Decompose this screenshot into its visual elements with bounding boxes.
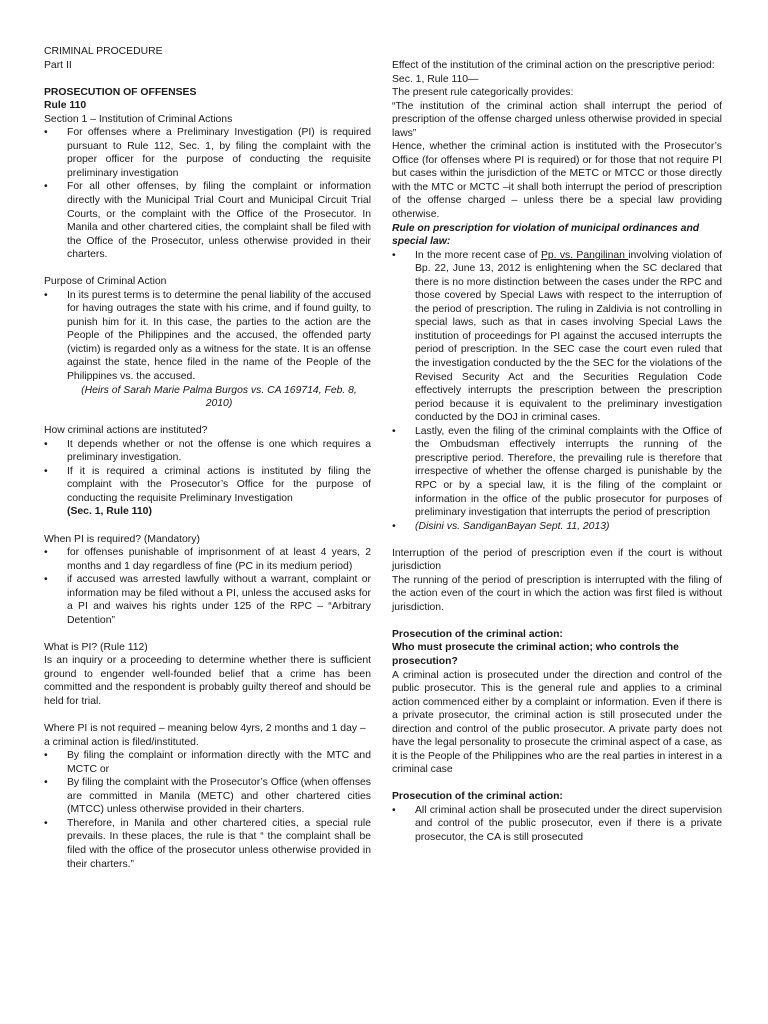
bullet-icon: • <box>392 520 396 532</box>
bullet-icon: • <box>44 574 48 586</box>
bullet-icon: • <box>392 804 396 816</box>
list-item: • If it is required a criminal actions is instituted by filing the complaint with the Prosecutor’s Office for the purpose of conducting the requisite Preliminary Investigation <box>44 465 371 504</box>
section-title: PROSECUTION OF OFFENSES <box>44 86 197 98</box>
what-heading: What is PI? (Rule 112) <box>44 641 148 653</box>
case-citation: (Heirs of Sarah Marie Palma Burgos vs. CA 169714, Feb. 8, 2010) <box>81 384 357 410</box>
where-paragraph: Where PI is not required – meaning below 4yrs, 2 months and 1 day – a criminal action is filed/instituted. <box>44 723 366 748</box>
list-item: • if accused was arrested lawfully without a warrant, complaint or information may be filed without a PI, unless the accused asks for a PI and waives his rights under 125 of the RPC – “Arbitrary Detention” <box>44 574 371 626</box>
list-item: • By filing the complaint with the Prosecutor’s Office (when offenses are committed in Manila (METC) and other chartered cities (MTCC) unless otherwise provided in their charters. <box>44 777 371 816</box>
list-item: • All criminal action shall be prosecuted under the direct supervision and control of the public prosecutor, even if there is a private prosecutor, the CA is still prosecuted <box>392 804 722 844</box>
bullet-icon: • <box>44 465 48 477</box>
rule-title: Rule 110 <box>44 100 87 112</box>
bullet-icon: • <box>392 425 396 437</box>
prosecution-question: Who must prosecute the criminal action; who controls the prosecution? <box>392 642 679 667</box>
prosecution-heading: Prosecution of the criminal action: <box>392 628 563 640</box>
section-heading: Section 1 – Institution of Criminal Actions <box>44 113 233 125</box>
bullet-icon: • <box>44 127 48 139</box>
bullet-icon: • <box>44 547 48 559</box>
bullet-icon: • <box>44 289 48 301</box>
prosecution-heading-2: Prosecution of the criminal action: <box>392 791 563 803</box>
list-item: • For offenses where a Preliminary Investigation (PI) is required pursuant to Rule 112, Sec. 1, by filing the complaint with the proper officer for the purpose of conducting the requisite preliminary investigation <box>44 127 371 179</box>
list-item: • In its purest terms is to determine the penal liability of the accused for having outrages the state with his crime, and if found guilty, to punish him for it. In this case, the parties to the action are the People of the Philippines and the accused, the offended party (victim) is regarded only as a witness for the state. It is an offense against the state, hence filed in the name of the People of the Philippines vs. the accused. <box>44 289 371 383</box>
list-item: • (Disini vs. SandiganBayan Sept. 11, 2013) <box>392 520 610 532</box>
case-name: Pp. vs. Pangilinan <box>540 249 629 261</box>
effect-quote: “The institution of the criminal action shall interrupt the period of prescription of the offense charged unless otherwise provided in special laws” <box>392 100 722 139</box>
interrupt-paragraph: The running of the period of prescription is interrupted with the filing of the action even of the court in which the action was first filed is without jurisdiction. <box>392 574 722 613</box>
bullet-icon: • <box>44 438 48 450</box>
effect-section: Sec. 1, Rule 110— <box>392 73 479 85</box>
list-item: • In the more recent case of Pp. vs. Pangilinan involving violation of Bp. 22, June 13, 2012 is enlightening when the SC declared that there is no more distinction between the cases under the RPC and those covered by Special Laws with respect to the interruption of the period of prescription. The ruling in Zaldivia is not controlling in special laws, such as that in cases involving Special Laws the institution of proceedings for PI against the accused interrupts the period of prescription. In the SEC case the court even ruled that the investigation conducted by the the SEC for the violations of the Revised Security Act and the Securities Regulation Code effectively interrupts the prescription between the prescription period because it is equivalent to the preliminary investigation conducted by the DOJ in criminal cases. <box>392 249 722 424</box>
when-heading: When PI is required? (Mandatory) <box>44 533 200 545</box>
right-column <box>392 59 722 845</box>
list-item: • By filing the complaint or information directly with the MTC and MCTC or <box>44 750 371 775</box>
bullet-icon: • <box>44 750 48 762</box>
rule-heading: Rule on prescription for violation of municipal ordinances and special law: <box>392 222 700 248</box>
how-heading: How criminal actions are instituted? <box>44 425 208 437</box>
list-item: • It depends whether or not the offense is one which requires a preliminary investigation. <box>44 438 371 464</box>
prosecution-paragraph: A criminal action is prosecuted under the direction and control of the public prosecutor. This is the general rule and applies to a criminal action commenced either by a complaint or information. Even if there is a private prosecutor, the criminal action is still prosecuted under the direction and control of the public prosecutor. A private party does not have the legal personality to prosecute the criminal aspect of a case, as it is the People of the Philippines who are the real parties in interest in a criminal case <box>392 669 722 776</box>
list-item: • For all other offenses, by filing the complaint or information directly with the Municipal Trial Court and Municipal Circuit Trial Courts, or the complaint with the Office of the Prosecutor. In Manila and other chartered cities, the complaint shall be filed with the Office of the Prosecutor, unless otherwise provided in their charters. <box>44 181 371 261</box>
effect-intro: The present rule categorically provides: <box>392 87 574 99</box>
what-paragraph: Is an inquiry or a proceeding to determine whether there is sufficient ground to engender well-founded belief that a crime has been committed and the respondent is probably guilty thereof and should be held for trial. <box>44 655 371 708</box>
rule-citation: (Sec. 1, Rule 110) <box>67 506 152 518</box>
bullet-icon: • <box>392 249 396 261</box>
left-column <box>44 45 371 871</box>
bullet-icon: • <box>44 181 48 193</box>
list-item: • Lastly, even the filing of the criminal complaints with the Office of the Ombudsman effectively interrupts the running of the prescriptive period. Therefore, the prevailing rule is therefore that irrespective of whether the offense charged is punishable by the RPC or by a special law, it is the filing of the complaint or information in the office of the public prosecutor for purposes of preliminary investigation that interrupts the period of prescription <box>392 425 722 519</box>
effect-heading: Effect of the institution of the criminal action on the prescriptive period: <box>392 60 715 71</box>
list-item: • for offenses punishable of imprisonment of at least 4 years, 2 months and 1 day regardless of fine (PC in its medium period) <box>44 547 371 572</box>
doc-header: CRIMINAL PROCEDURE <box>44 46 163 57</box>
interrupt-heading: Interruption of the period of prescription even if the court is without jurisdiction <box>392 547 722 573</box>
doc-subheader: Part II <box>44 59 72 71</box>
purpose-heading: Purpose of Criminal Action <box>44 276 167 288</box>
bullet-icon: • <box>44 817 48 829</box>
list-item: • Therefore, in Manila and other chartered cities, a special rule prevails. In these places, the rule is that “ the complaint shall be filed with the office of the prosecutor unless otherwise provided in their charters.” <box>44 817 371 870</box>
effect-hence: Hence, whether the criminal action is instituted with the Prosecutor’s Office (for offenses where PI is required) or for those that not require PI but cases within the jurisdiction of the METC or MTCC or those directly with the MTC or MCTC –it shall both interrupt the period of prescription of the offense charged – unless there be a special law providing otherwise. <box>392 141 722 221</box>
bullet-icon: • <box>44 777 48 789</box>
